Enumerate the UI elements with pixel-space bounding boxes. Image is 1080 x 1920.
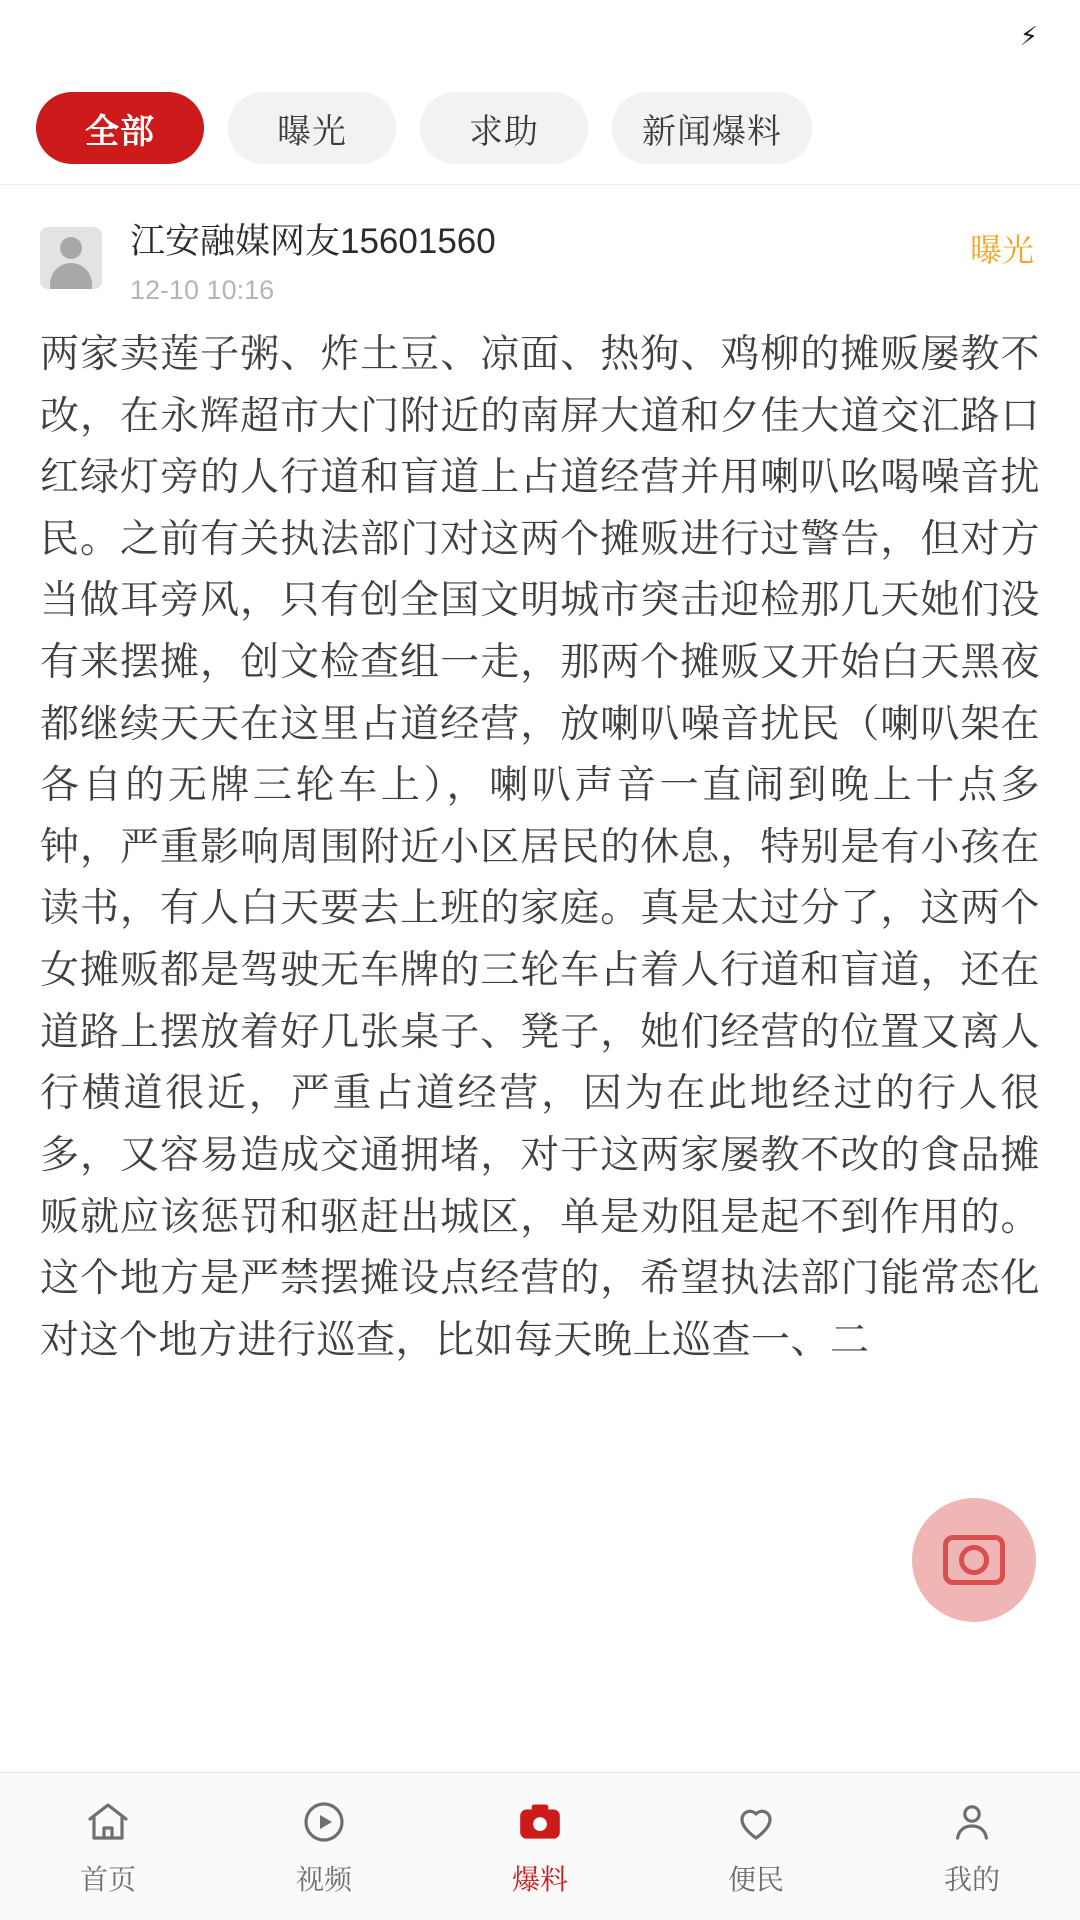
tab-exposure[interactable]: [228, 92, 396, 164]
nav-item-services[interactable]: [648, 1796, 864, 1898]
post-header: [40, 221, 1040, 306]
status-bar: [0, 0, 1080, 72]
camera-icon: [514, 1796, 566, 1848]
bottom-navigation: [0, 1772, 1080, 1920]
charging-bolt-icon: ⚡: [1019, 21, 1038, 51]
tab-all[interactable]: [36, 92, 204, 164]
nav-item-tipoff[interactable]: [432, 1796, 648, 1898]
nav-item-home[interactable]: [0, 1796, 216, 1898]
nav-label-tipoff: 爆料: [511, 1863, 568, 1895]
tab-help[interactable]: [420, 92, 588, 164]
heart-icon: [730, 1796, 782, 1848]
nav-label-services: 便民: [727, 1863, 784, 1895]
tab-exposure-label: 曝光: [277, 112, 347, 151]
tab-news-tipoff-label: 新闻爆料: [642, 112, 782, 151]
nav-item-profile[interactable]: [864, 1796, 1080, 1898]
post-feed[interactable]: [0, 185, 1080, 1772]
category-tab-bar: [0, 72, 1080, 185]
nav-label-home: 首页: [79, 1863, 136, 1895]
play-circle-icon: [298, 1796, 350, 1848]
post-content[interactable]: 两家卖莲子粥、炸土豆、凉面、热狗、鸡柳的摊贩屡教不改，在永辉超市大门附近的南屏大道和夕佳大道交汇路口红绿灯旁的人行道和盲道上占道经营并用喇叭吆喝噪音扰民。之前有关执法部门对这两个摊贩进行过警告，但对方当做耳旁风，只有创全国文明城市突击迎检那几天她们没有来摆摊，创文检查组一走，那两个摊贩又开始白天黑夜都继续天天在这里占道经营，放喇叭噪音扰民（喇叭架在各自的无牌三轮车上），喇叭声音一直闹到晚上十点多钟，严重影响周围附近小区居民的休息，特别是有小孩在读书，有人白天要去上班的家庭。真是太过分了，这两个女摊贩都是驾驶无车牌的三轮车占着人行道和盲道，还在道路上摆放着好几张桌子、凳子，她们经营的位置又离人行横道很近，严重占道经营，因为在此地经过的行人很多，又容易造成交通拥堵，对于这两家屡教不改的食品摊贩就应该惩罚和驱赶出城区，单是劝阻是起不到作用的。这个地方是严禁摆摊设点经营的，希望执法部门能常态化对这个地方进行巡查，比如每天晚上巡查一、二: [40, 333, 1040, 1362]
person-icon: [946, 1796, 998, 1848]
poster-info: [130, 221, 496, 306]
camera-icon: [943, 1535, 1005, 1585]
home-icon: [82, 1796, 134, 1848]
post-category-badge: 曝光: [969, 232, 1034, 268]
nav-label-profile: 我的: [943, 1863, 1000, 1895]
poster-name: 江安融媒网友15601560: [130, 222, 496, 261]
nav-item-video[interactable]: [216, 1796, 432, 1898]
avatar[interactable]: [40, 227, 102, 289]
tab-help-label: 求助: [469, 112, 539, 151]
nav-label-video: 视频: [295, 1863, 352, 1895]
post-item[interactable]: [0, 185, 1080, 1371]
post-timestamp: 12-10 10:16: [130, 275, 275, 305]
tab-all-label: 全部: [85, 112, 155, 151]
tab-news-tipoff[interactable]: [612, 92, 812, 164]
camera-report-button[interactable]: [912, 1498, 1036, 1622]
